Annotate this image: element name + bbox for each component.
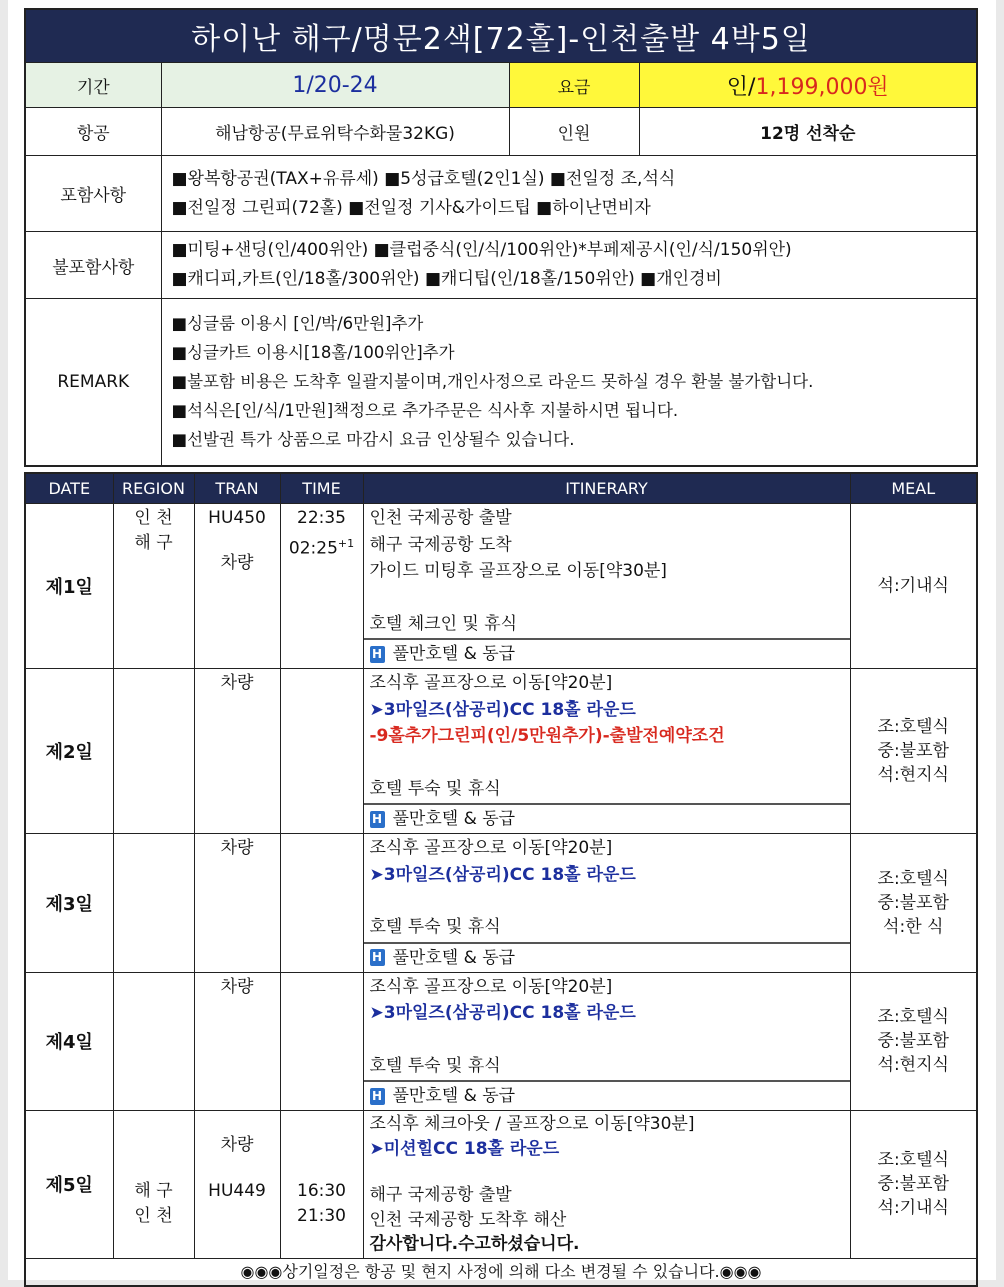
price-value: 1,199,000원 — [755, 74, 889, 100]
itinerary-line: 해구 국제공항 도착 — [369, 534, 512, 555]
itinerary-line: 호텔 투숙 및 휴식 — [369, 778, 501, 799]
hotel-icon: H — [370, 646, 385, 663]
day-itinerary — [363, 504, 850, 669]
golf-round-line: ➤3마일즈(삼공리)CC 18홀 라운드 — [369, 1003, 636, 1023]
extra-greenfee-note: -9홀추가그린피(인/5만원추가)-출발전예약조건 — [369, 726, 725, 746]
price-cell — [639, 63, 977, 108]
included-line: ■전일정 그린피(72홀) ■전일정 기사&가이드팁 ■하이난면비자 — [171, 197, 651, 218]
hotel-row — [364, 638, 850, 668]
itinerary-line: 조식후 골프장으로 이동[약20분] — [369, 673, 613, 693]
day-region — [113, 1111, 194, 1259]
price-prefix: 인/ — [726, 74, 756, 100]
included-label: 포함사항 — [25, 156, 161, 232]
hotel-name: 풀만호텔 & 동급 — [392, 809, 516, 829]
remark-line: ■불포함 비용은 도착후 일괄지불이며,개인사정으로 라운드 못하실 경우 환불 불가합니다. — [171, 372, 814, 392]
itinerary-line: 인천 국제공항 도착후 해산 — [369, 1209, 567, 1230]
meal-text: 중:불포함 — [877, 892, 949, 913]
day-region — [113, 669, 194, 834]
remark-label: REMARK — [25, 299, 161, 466]
included-line: ■왕복항공권(TAX+유류세) ■5성급호텔(2인1실) ■전일정 조,석식 — [171, 168, 676, 189]
meal-text: 석:기내식 — [877, 1198, 949, 1219]
day-time — [280, 972, 363, 1111]
day-tran — [194, 504, 280, 669]
remark-line: ■싱글룸 이용시 [인/박/6만원]추가 — [171, 314, 424, 334]
day-meal — [850, 669, 977, 834]
hotel-row — [364, 803, 850, 833]
header-itinerary: ITINERARY — [363, 473, 850, 504]
region-text: 인 천 — [134, 1206, 173, 1226]
day-date: 제2일 — [25, 669, 113, 834]
meal-text: 조:호텔식 — [877, 1150, 949, 1171]
itinerary-footer-notice: ◉◉◉상기일정은 항공 및 현지 사정에 의해 다소 변경될 수 있습니다.◉◉◉ — [25, 1258, 977, 1286]
region-text: 해 구 — [134, 533, 173, 553]
remark-line: ■선발권 특가 상품으로 마감시 요금 인상될수 있습니다. — [171, 430, 575, 450]
itinerary-line: 호텔 투숙 및 휴식 — [369, 917, 501, 937]
itinerary-table — [24, 472, 978, 1287]
day-row — [25, 834, 977, 973]
excluded-line: ■미팅+샌딩(인/400위안) ■클럽중식(인/식/100위안)*부페제공시(인/식/150위안) — [171, 240, 792, 260]
meal-text: 석:현지식 — [877, 765, 949, 785]
day-row — [25, 504, 977, 669]
day-tran — [194, 834, 280, 973]
time-text: 21:30 — [297, 1206, 346, 1226]
people-value: 12명 선착순 — [639, 108, 977, 156]
day-itinerary — [363, 669, 850, 834]
day-meal — [850, 1111, 977, 1259]
transport-text: 차량 — [220, 553, 254, 573]
itinerary-line: 해구 국제공항 출발 — [369, 1185, 512, 1205]
closing-message: 감사합니다.수고하셨습니다. — [369, 1234, 580, 1254]
flight-number: HU449 — [208, 1181, 266, 1201]
included-list — [161, 156, 977, 232]
transport-text: 차량 — [220, 838, 254, 858]
itinerary-line: 가이드 미팅후 골프장으로 이동[약30분] — [369, 561, 667, 581]
day-date: 제4일 — [25, 972, 113, 1111]
golf-round-line: ➤3마일즈(삼공리)CC 18홀 라운드 — [369, 699, 636, 720]
excluded-list — [161, 232, 977, 299]
people-label: 인원 — [509, 108, 639, 156]
hotel-row — [364, 942, 850, 972]
region-text: 해 구 — [134, 1181, 173, 1201]
day-row — [25, 1111, 977, 1259]
meal-text: 조:호텔식 — [877, 717, 949, 737]
period-value: 1/20-24 — [161, 63, 509, 108]
day-itinerary — [363, 834, 850, 973]
hotel-icon: H — [370, 1088, 385, 1105]
meal-text: 중:불포함 — [877, 1174, 949, 1195]
day-time — [280, 834, 363, 973]
day-time — [280, 669, 363, 834]
itinerary-line: 호텔 투숙 및 휴식 — [369, 1055, 501, 1076]
meal-text: 조:호텔식 — [877, 1007, 949, 1028]
hotel-name: 풀만호텔 & 동급 — [392, 1086, 516, 1106]
day-region — [113, 972, 194, 1111]
itinerary-line: 조식후 골프장으로 이동[약20분] — [369, 838, 613, 858]
meal-text: 중:불포함 — [877, 741, 949, 761]
excluded-line: ■캐디피,카트(인/18홀/300위안) ■캐디팁(인/18홀/150위안) ■개인경비 — [171, 269, 722, 289]
hotel-row — [364, 1080, 850, 1110]
day-itinerary — [363, 972, 850, 1111]
golf-round-line: ➤미션힐CC 18홀 라운드 — [369, 1138, 560, 1159]
time-text: 22:35 — [297, 508, 346, 528]
transport-text: 차량 — [220, 673, 254, 693]
airline-label: 항공 — [25, 108, 161, 156]
hotel-name: 풀만호텔 & 동급 — [392, 947, 516, 968]
day-meal — [850, 972, 977, 1111]
day-time — [280, 1111, 363, 1259]
time-value: 02:25 — [288, 538, 338, 559]
next-day-marker: +1 — [337, 537, 355, 550]
page-title: 하이난 해구/명문2색[72홀]-인천출발 4박5일 — [25, 9, 977, 63]
header-tran: TRAN — [194, 473, 280, 504]
day-date: 제3일 — [25, 834, 113, 973]
day-region — [113, 504, 194, 669]
day-region — [113, 834, 194, 973]
day-tran — [194, 1111, 280, 1259]
period-label: 기간 — [25, 63, 161, 108]
itinerary-line: 조식후 골프장으로 이동[약20분] — [369, 976, 613, 997]
meal-text: 석:기내식 — [877, 576, 949, 596]
itinerary-line: 인천 국제공항 출발 — [369, 508, 512, 528]
day-tran — [194, 669, 280, 834]
itinerary-line: 호텔 체크인 및 휴식 — [369, 613, 518, 634]
hotel-name: 풀만호텔 & 동급 — [392, 644, 516, 664]
header-date: DATE — [25, 473, 113, 504]
excluded-label: 불포함사항 — [25, 232, 161, 299]
transport-text: 차량 — [220, 976, 254, 997]
remark-line: ■싱글카트 이용시[18홀/100위안]추가 — [171, 343, 455, 363]
airline-value: 해남항공(무료위탁수화물32KG) — [161, 108, 509, 156]
day-date: 제1일 — [25, 504, 113, 669]
summary-table — [24, 8, 978, 467]
header-meal: MEAL — [850, 473, 977, 504]
golf-round-line: ➤3마일즈(삼공리)CC 18홀 라운드 — [369, 864, 636, 885]
meal-text: 중:불포함 — [877, 1031, 949, 1052]
day-itinerary — [363, 1111, 850, 1259]
time-text: 16:30 — [297, 1181, 346, 1201]
itinerary-line: 조식후 체크아웃 / 골프장으로 이동[약30분] — [369, 1114, 695, 1134]
day-date: 제5일 — [25, 1111, 113, 1259]
remark-line: ■석식은[인/식/1만원]책정으로 추가주문은 식사후 지불하시면 됩니다. — [171, 401, 679, 421]
transport-text: 차량 — [220, 1135, 254, 1155]
remark-list — [161, 299, 977, 466]
region-text: 인 천 — [134, 508, 173, 528]
header-region: REGION — [113, 473, 194, 504]
header-time: TIME — [280, 473, 363, 504]
day-time — [280, 504, 363, 669]
day-tran — [194, 972, 280, 1111]
day-meal — [850, 834, 977, 973]
day-row — [25, 972, 977, 1111]
day-meal — [850, 504, 977, 669]
meal-text: 조:호텔식 — [877, 868, 949, 889]
hotel-icon: H — [370, 949, 385, 966]
meal-text: 석:현지식 — [877, 1055, 949, 1076]
day-row — [25, 669, 977, 834]
price-label: 요금 — [509, 63, 639, 108]
hotel-icon: H — [370, 811, 385, 828]
flight-number: HU450 — [208, 508, 266, 528]
meal-text: 석:한 식 — [883, 916, 944, 937]
time-text — [281, 531, 363, 562]
